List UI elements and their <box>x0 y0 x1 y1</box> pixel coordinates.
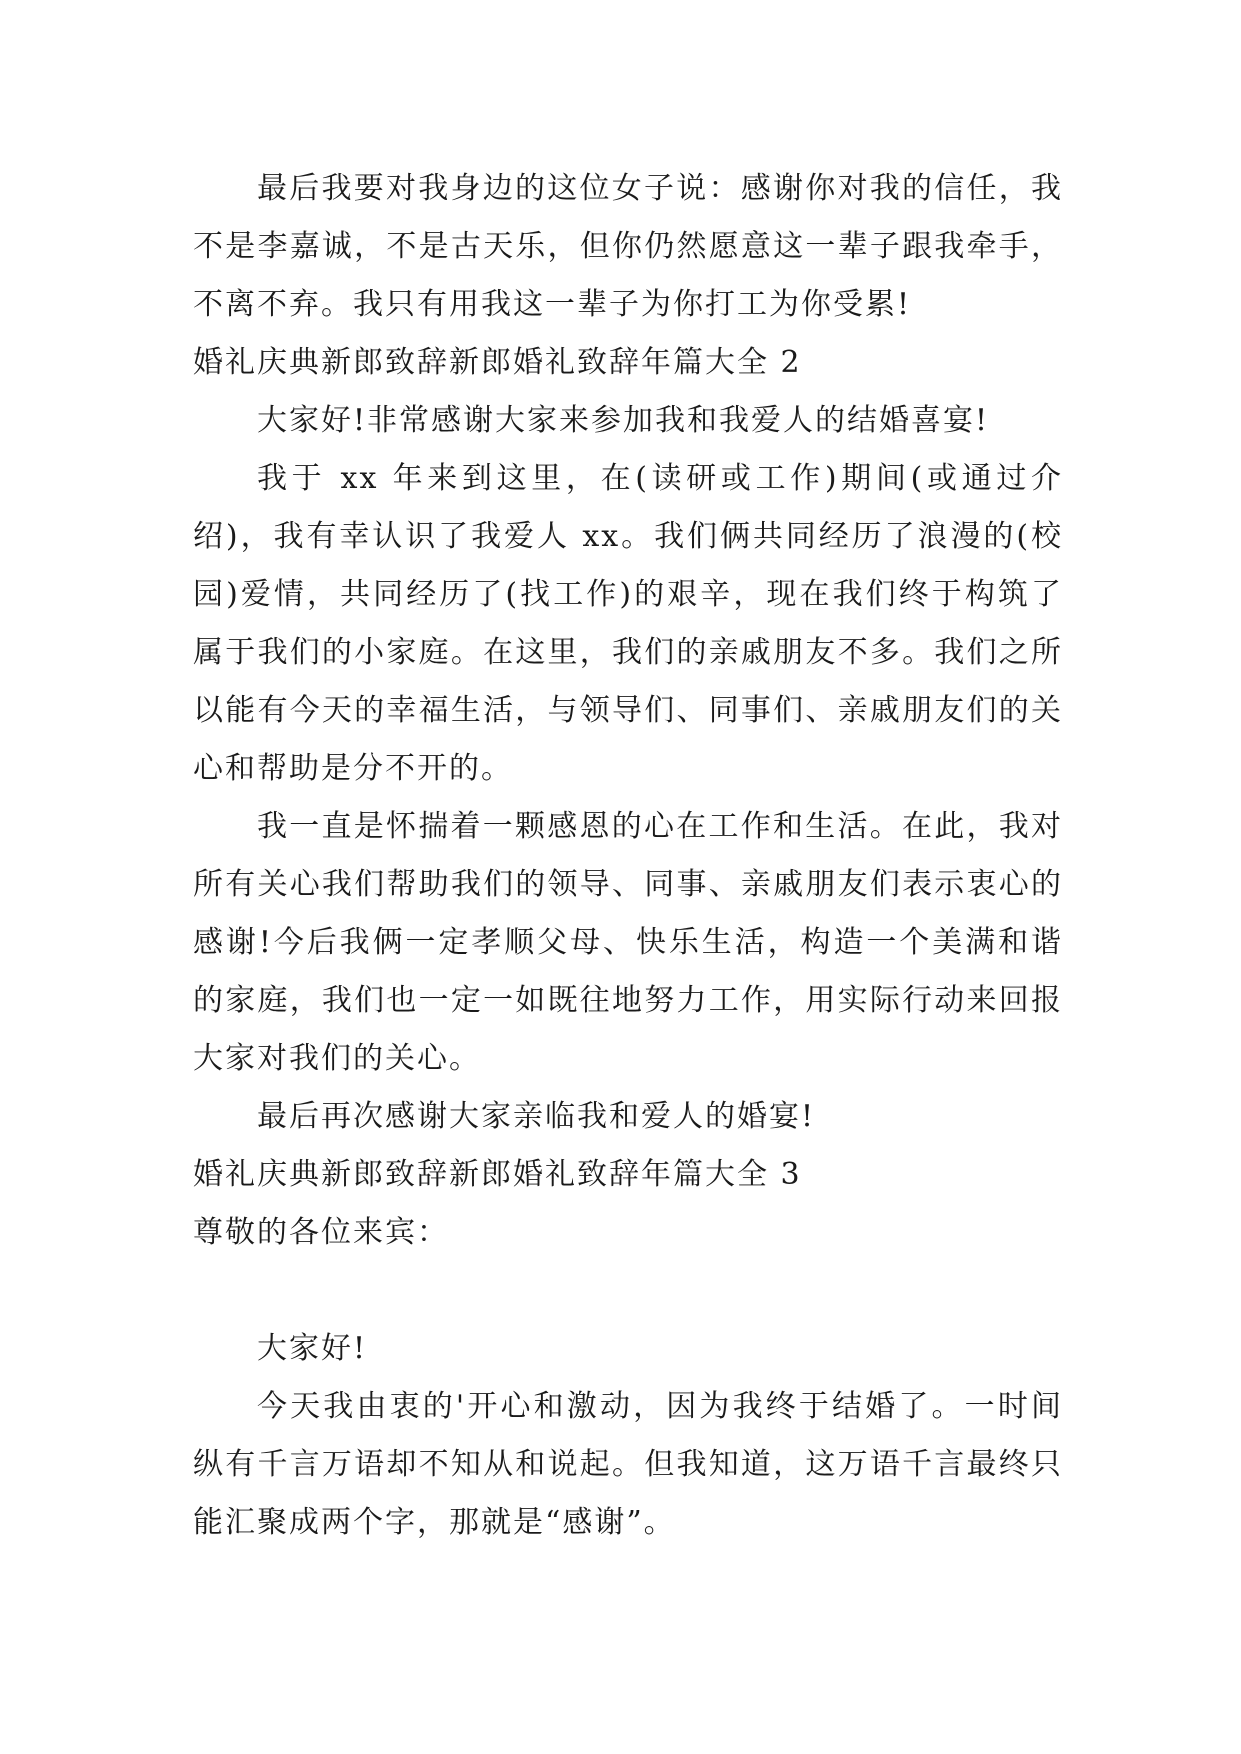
paragraph-closing-to-bride: 最后我要对我身边的这位女子说：感谢你对我的信任，我不是李嘉诚，不是古天乐，但你仍然愿意这一辈子跟我牵手，不离不弃。我只有用我这一辈子为你打工为你受累! <box>193 171 1063 322</box>
section-heading-3: 婚礼庆典新郎致辞新郎婚礼致辞年篇大全 3 <box>193 1157 802 1192</box>
paragraph-gratitude: 今天我由衷的'开心和激动，因为我终于结婚了。一时间纵有千言万语却不知从和说起。但我知道，这万语千言最终只能汇聚成两个字，那就是“感谢”。 <box>193 1389 1063 1540</box>
blank-line <box>193 1262 1063 1320</box>
document-body <box>193 160 1063 1552</box>
paragraph-thanks: 我一直是怀揣着一颗感恩的心在工作和生活。在此，我对所有关心我们帮助我们的领导、同事、亲戚朋友们表示衷心的感谢!今后我俩一定孝顺父母、快乐生活，构造一个美满和谐的家庭，我们也一定一如既往地努力工作，用实际行动来回报大家对我们的关心。 <box>193 809 1063 1076</box>
paragraph-story: 我于 xx 年来到这里，在(读研或工作)期间(或通过介绍)，我有幸认识了我爱人 xx。我们俩共同经历了浪漫的(校园)爱情，共同经历了(找工作)的艰辛，现在我们终于构筑了属于我们的小家庭。在这里，我们的亲戚朋友不多。我们之所以能有今天的幸福生活，与领导们、同事们、亲戚朋友们的关心和帮助是分不开的。 <box>193 461 1063 786</box>
salutation: 尊敬的各位来宾： <box>193 1215 449 1250</box>
paragraph-hello: 大家好! <box>257 1331 368 1366</box>
paragraph-final-thanks: 最后再次感谢大家亲临我和爱人的婚宴! <box>257 1099 816 1134</box>
paragraph-greeting: 大家好!非常感谢大家来参加我和我爱人的结婚喜宴! <box>257 403 990 438</box>
section-heading-2: 婚礼庆典新郎致辞新郎婚礼致辞年篇大全 2 <box>193 345 802 380</box>
